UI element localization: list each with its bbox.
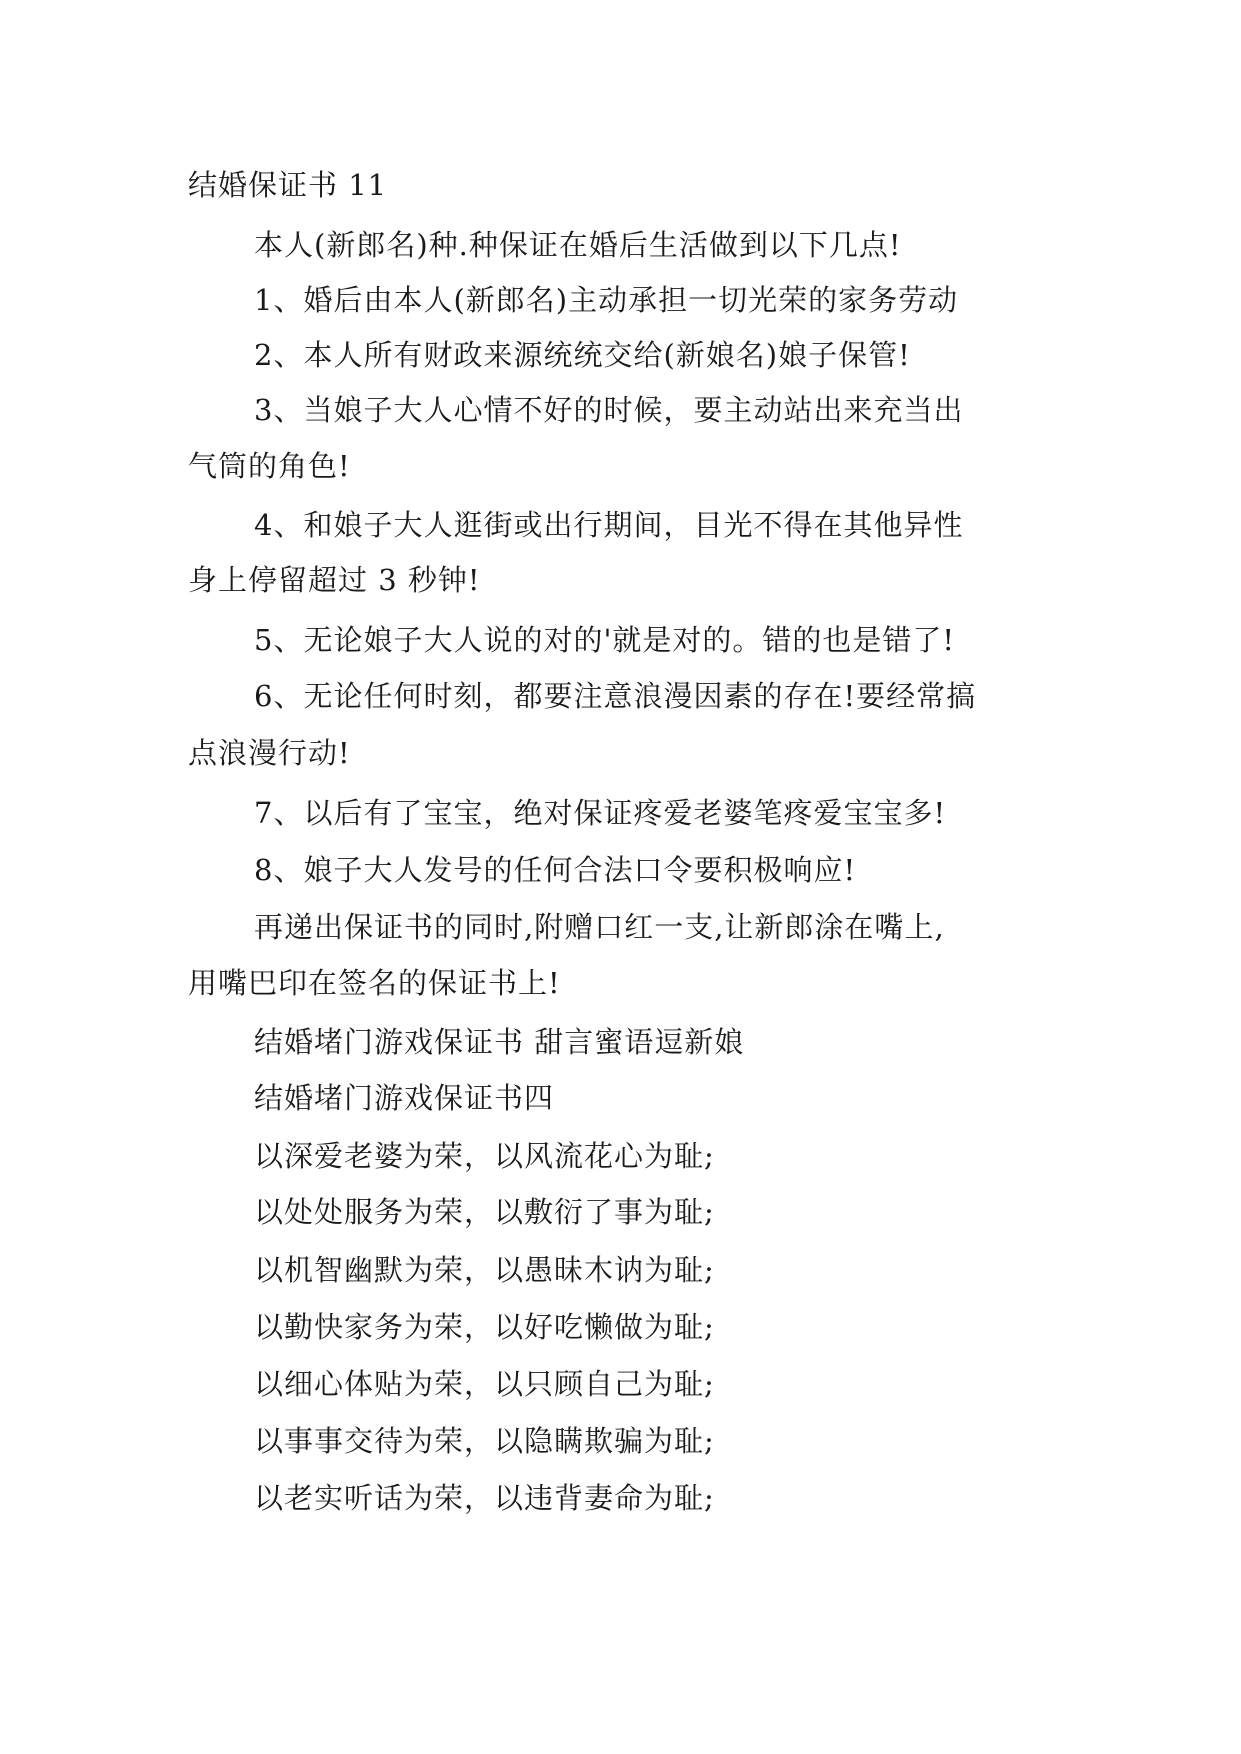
paragraph-item-1: 1、婚后由本人(新郎名)主动承担一切光荣的家务劳动 xyxy=(254,283,959,317)
honor-line-4: 以勤快家务为荣，以好吃懒做为耻; xyxy=(254,1310,715,1344)
paragraph-item-7: 7、以后有了宝宝，绝对保证疼爱老婆笔疼爱宝宝多! xyxy=(254,796,947,830)
paragraph-item-8: 8、娘子大人发号的任何合法口令要积极响应! xyxy=(254,853,857,887)
paragraph-item-6-cont: 点浪漫行动! xyxy=(188,736,351,770)
paragraph-item-4: 4、和娘子大人逛街或出行期间，目光不得在其他异性 xyxy=(254,508,964,542)
document-title: 结婚保证书 11 xyxy=(188,168,388,202)
honor-line-1: 以深爱老婆为荣，以风流花心为耻; xyxy=(254,1139,715,1173)
paragraph-lipstick-cont: 用嘴巴印在签名的保证书上! xyxy=(188,966,561,1000)
paragraph-item-3-cont: 气筒的角色! xyxy=(188,449,351,483)
honor-line-2: 以处处服务为荣，以敷衍了事为耻; xyxy=(254,1195,715,1229)
paragraph-item-4-cont: 身上停留超过 3 秒钟! xyxy=(188,563,481,597)
honor-line-5: 以细心体贴为荣，以只顾自己为耻; xyxy=(254,1367,715,1401)
section-heading-four: 结婚堵门游戏保证书四 xyxy=(254,1081,555,1115)
paragraph-item-6: 6、无论任何时刻，都要注意浪漫因素的存在!要经常搞 xyxy=(254,679,977,713)
honor-line-3: 以机智幽默为荣，以愚昧木讷为耻; xyxy=(254,1253,715,1287)
paragraph-item-3: 3、当娘子大人心情不好的时候，要主动站出来充当出 xyxy=(254,393,964,427)
paragraph-item-5: 5、无论娘子大人说的对的'就是对的。错的也是错了! xyxy=(254,623,956,657)
honor-line-7: 以老实听话为荣，以违背妻命为耻; xyxy=(254,1481,715,1515)
paragraph-lipstick: 再递出保证书的同时,附赠口红一支,让新郎涂在嘴上, xyxy=(254,910,945,944)
paragraph-intro: 本人(新郎名)种.种保证在婚后生活做到以下几点! xyxy=(254,228,902,262)
honor-line-6: 以事事交待为荣，以隐瞒欺骗为耻; xyxy=(254,1424,715,1458)
paragraph-item-2: 2、本人所有财政来源统统交给(新娘名)娘子保管! xyxy=(254,338,911,372)
section-heading-game: 结婚堵门游戏保证书 甜言蜜语逗新娘 xyxy=(254,1025,745,1059)
